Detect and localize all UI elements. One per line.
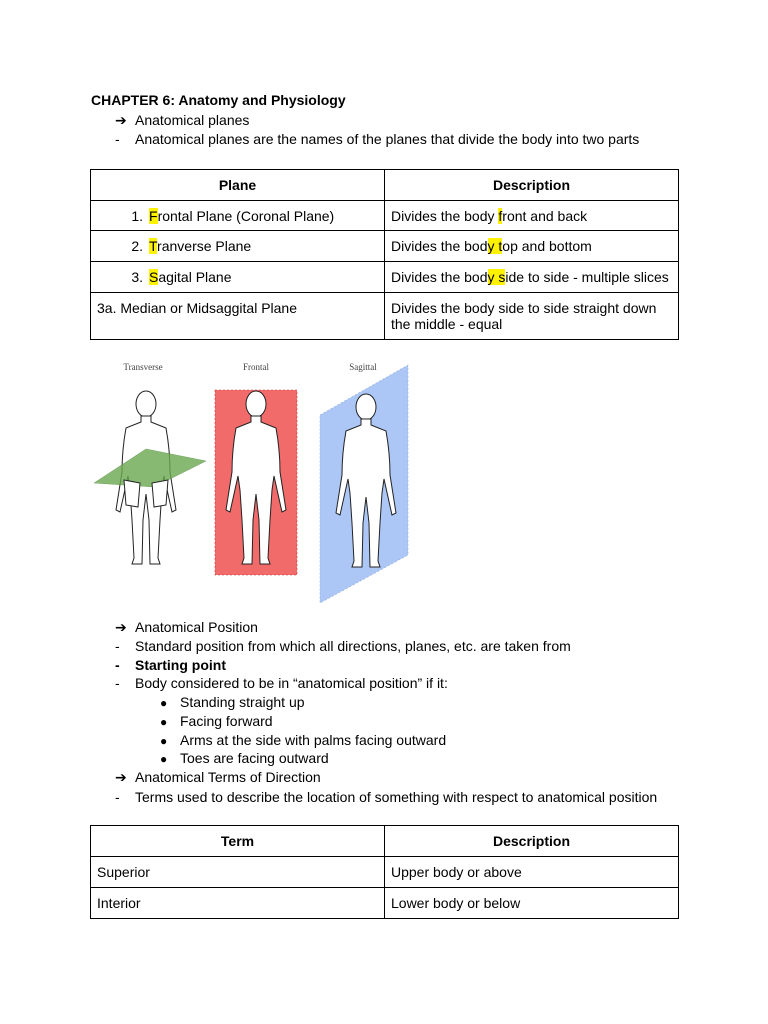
list-item-text: Anatomical Terms of Direction	[135, 769, 321, 785]
arrow-icon: ➔	[115, 112, 127, 128]
description-cell	[385, 262, 679, 293]
header-description: Description	[385, 170, 679, 201]
list-number: 2.	[131, 238, 143, 254]
plane-cell	[91, 262, 385, 293]
bullet-text: Toes are facing outward	[180, 750, 329, 766]
list-item-dash	[115, 675, 448, 691]
list-item-dash	[115, 131, 639, 147]
highlight: y s	[487, 269, 506, 285]
plane-cell	[91, 231, 385, 262]
list-item-text: Body considered to be in “anatomical position” if it:	[135, 675, 448, 691]
list-item-text: Starting point	[135, 657, 226, 673]
bullet-icon: ●	[160, 752, 168, 766]
bullet-text: Standing straight up	[180, 694, 305, 710]
list-item-text: Anatomical Position	[135, 619, 258, 635]
desc-text: ide to side - multiple slices	[505, 269, 669, 285]
list-item-arrow	[115, 619, 258, 636]
bullet-icon: ●	[160, 715, 168, 729]
bullet-item	[160, 750, 329, 766]
list-item-dash	[115, 638, 571, 654]
frontal-figure	[215, 390, 297, 575]
table-row	[91, 201, 679, 231]
bullet-icon: ●	[160, 734, 168, 748]
table-row	[91, 231, 679, 262]
desc-text: Divides the bod	[391, 269, 488, 285]
label-transverse: Transverse	[123, 362, 163, 372]
label-frontal: Frontal	[243, 362, 269, 372]
term-cell: Interior	[91, 888, 385, 919]
arrow-icon: ➔	[115, 769, 127, 785]
arrow-icon: ➔	[115, 619, 127, 635]
desc-text: Divides the bod	[391, 238, 488, 254]
dash-marker: -	[115, 789, 120, 805]
list-item-text: Anatomical planes	[135, 112, 250, 128]
plane-text: agital Plane	[158, 269, 232, 285]
list-item-text: Terms used to describe the location of something with respect to anatomical position	[135, 789, 658, 805]
list-item-text: Anatomical planes are the names of the planes that divide the body into two parts	[135, 131, 640, 147]
bullet-text: Facing forward	[180, 713, 273, 729]
description-cell: Lower body or below	[385, 888, 679, 919]
description-cell: Divides the body side to side straight down the middle - equal	[385, 293, 679, 340]
bullet-item	[160, 713, 273, 729]
anatomical-planes-diagram	[88, 355, 418, 605]
table-row	[91, 888, 679, 919]
table-row	[91, 293, 679, 340]
plane-cell	[91, 201, 385, 231]
list-number: 3.	[131, 269, 143, 285]
desc-text: op and bottom	[502, 238, 592, 254]
desc-text: Divides the body	[391, 207, 499, 224]
table-row	[91, 857, 679, 888]
description-cell	[385, 201, 679, 231]
bullet-icon: ●	[160, 696, 168, 710]
table-header-row	[91, 826, 679, 857]
dash-marker: -	[115, 131, 120, 147]
list-item-arrow	[115, 112, 249, 129]
chapter-title: CHAPTER 6: Anatomy and Physiology	[91, 92, 346, 108]
header-description: Description	[385, 826, 679, 857]
highlight: F	[149, 207, 158, 224]
terms-table	[90, 825, 679, 919]
transverse-figure	[94, 391, 206, 564]
table-header-row	[91, 170, 679, 201]
bullet-item	[160, 694, 305, 710]
highlight: S	[149, 269, 159, 285]
description-cell	[385, 231, 679, 262]
list-item-dash	[115, 789, 657, 805]
highlight: y t	[487, 238, 503, 254]
planes-table	[90, 169, 679, 340]
header-plane: Plane	[91, 170, 385, 201]
dash-marker: -	[115, 675, 120, 691]
list-item-text: Standard position from which all directions, planes, etc. are taken from	[135, 638, 571, 654]
list-item-arrow	[115, 769, 321, 786]
highlight: f	[498, 207, 503, 224]
bullet-text: Arms at the side with palms facing outward	[180, 732, 447, 748]
plane-text: rontal Plane (Coronal Plane)	[157, 207, 335, 224]
transverse-plane	[94, 449, 206, 487]
sagittal-figure	[320, 365, 408, 603]
table-row	[91, 262, 679, 293]
desc-text: ront and back	[502, 207, 588, 224]
list-item-dash	[115, 657, 226, 673]
header-term: Term	[91, 826, 385, 857]
bullet-item	[160, 732, 446, 748]
highlight: T	[149, 238, 158, 254]
description-cell: Upper body or above	[385, 857, 679, 888]
plane-cell: 3a. Median or Midsaggital Plane	[91, 293, 385, 340]
plane-text: ranverse Plane	[157, 238, 252, 254]
label-sagittal: Sagittal	[349, 362, 377, 372]
dash-marker: -	[115, 638, 120, 654]
dash-marker: -	[115, 657, 120, 673]
list-number: 1.	[131, 207, 143, 224]
term-cell: Superior	[91, 857, 385, 888]
